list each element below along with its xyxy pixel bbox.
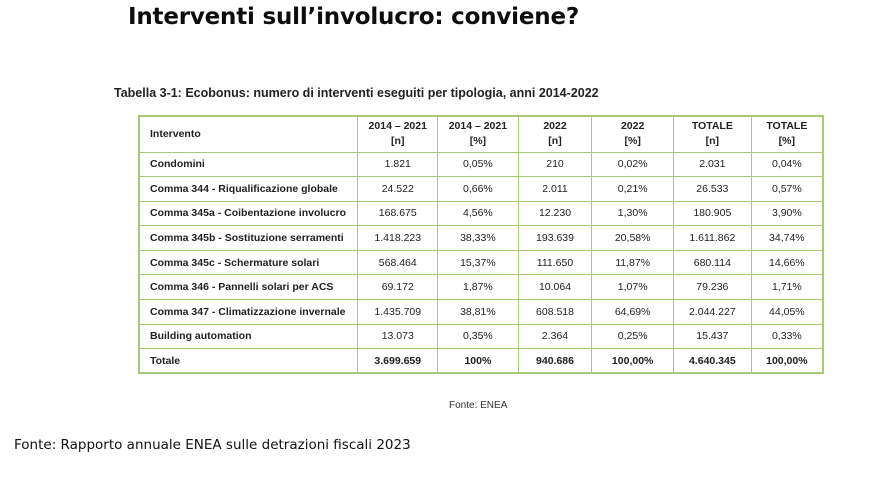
cell-2022-pct: 1,30% [592,201,674,226]
table-row [139,177,823,202]
header-line2: [%] [469,135,487,148]
cell-2014-2021-n: 13.073 [358,324,438,349]
cell-2014-2021-n: 168.675 [358,201,438,226]
total-label: Totale [139,349,358,374]
cell-totale-pct: 0,57% [751,177,823,202]
cell-2014-2021-pct: 0,05% [438,152,519,177]
header-line2: [n] [705,135,720,148]
table-header-row [139,116,823,152]
cell-2014-2021-n: 1.418.223 [358,226,438,251]
header-line1: 2014 – 2021 [368,120,427,133]
total-2014-2021-n: 3.699.659 [358,349,438,374]
table-caption: Tabella 3-1: Ecobonus: numero di interventi eseguiti per tipologia, anni 2014-2022 [114,86,599,100]
table-row [139,226,823,251]
cell-2014-2021-pct: 15,37% [438,250,519,275]
header-line1: 2022 [543,120,567,133]
header-2022-n [518,116,592,152]
cell-2022-n: 608.518 [518,300,592,325]
row-label: Building automation [139,324,358,349]
header-2014-2021-n [358,116,438,152]
cell-totale-n: 26.533 [673,177,751,202]
cell-2014-2021-pct: 0,35% [438,324,519,349]
header-line2: [%] [624,135,641,148]
row-label: Comma 345b - Sostituzione serramenti [139,226,358,251]
header-line2: [%] [778,135,796,148]
row-label: Comma 347 - Climatizzazione invernale [139,300,358,325]
total-2022-n: 940.686 [518,349,592,374]
header-totale-pct [751,116,823,152]
cell-totale-n: 79.236 [673,275,751,300]
cell-2014-2021-n: 568.464 [358,250,438,275]
cell-totale-n: 1.611.862 [673,226,751,251]
cell-2022-n: 2.011 [518,177,592,202]
slide-title: Interventi sull’involucro: conviene? [128,4,579,30]
header-line1: TOTALE [766,120,808,133]
cell-2014-2021-n: 24.522 [358,177,438,202]
table-row [139,324,823,349]
cell-totale-pct: 14,66% [751,250,823,275]
table-row [139,201,823,226]
cell-2022-pct: 0,21% [592,177,674,202]
header-line1: 2014 – 2021 [448,120,508,133]
table-source-note: Fonte: ENEA [449,400,508,411]
ecobonus-table [138,115,824,374]
cell-totale-n: 2.044.227 [673,300,751,325]
total-2014-2021-pct: 100% [438,349,519,374]
cell-2022-pct: 11,87% [592,250,674,275]
cell-2014-2021-pct: 38,81% [438,300,519,325]
cell-2022-pct: 20,58% [592,226,674,251]
cell-2014-2021-pct: 0,66% [438,177,519,202]
cell-2014-2021-n: 1.435.709 [358,300,438,325]
cell-totale-n: 15.437 [673,324,751,349]
header-line2: [n] [548,135,562,148]
total-totale-pct: 100,00% [751,349,823,374]
cell-2022-n: 10.064 [518,275,592,300]
cell-totale-pct: 0,33% [751,324,823,349]
cell-totale-pct: 3,90% [751,201,823,226]
row-label: Comma 346 - Pannelli solari per ACS [139,275,358,300]
row-label: Comma 345c - Schermature solari [139,250,358,275]
row-label: Comma 345a - Coibentazione involucro [139,201,358,226]
cell-2014-2021-pct: 38,33% [438,226,519,251]
cell-totale-pct: 44,05% [751,300,823,325]
cell-2014-2021-n: 69.172 [358,275,438,300]
cell-2022-pct: 64,69% [592,300,674,325]
cell-2022-n: 2.364 [518,324,592,349]
cell-totale-pct: 34,74% [751,226,823,251]
table-row [139,152,823,177]
header-intervento [139,116,358,152]
header-line1: 2022 [620,120,645,133]
table-row [139,275,823,300]
data-table-container [138,115,824,374]
cell-2022-n: 111.650 [518,250,592,275]
header-line2: [n] [391,135,405,148]
cell-2022-pct: 1,07% [592,275,674,300]
cell-totale-n: 680.114 [673,250,751,275]
header-totale-n [673,116,751,152]
footer-source: Fonte: Rapporto annuale ENEA sulle detrazioni fiscali 2023 [14,437,411,453]
table-row [139,300,823,325]
row-label: Comma 344 - Riqualificazione globale [139,177,358,202]
row-label: Condomini [139,152,358,177]
cell-2014-2021-pct: 1,87% [438,275,519,300]
cell-2014-2021-pct: 4,56% [438,201,519,226]
cell-totale-pct: 1,71% [751,275,823,300]
cell-totale-pct: 0,04% [751,152,823,177]
cell-2022-n: 193.639 [518,226,592,251]
cell-totale-n: 2.031 [673,152,751,177]
cell-2014-2021-n: 1.821 [358,152,438,177]
table-total-row [139,349,823,374]
table-row [139,250,823,275]
header-line1: TOTALE [691,120,733,133]
cell-2022-pct: 0,02% [592,152,674,177]
header-line1: Intervento [150,127,201,140]
header-2022-pct [592,116,674,152]
cell-2022-pct: 0,25% [592,324,674,349]
header-2014-2021-pct [438,116,519,152]
total-totale-n: 4.640.345 [673,349,751,374]
cell-2022-n: 12.230 [518,201,592,226]
cell-totale-n: 180.905 [673,201,751,226]
total-2022-pct: 100,00% [592,349,674,374]
cell-2022-n: 210 [518,152,592,177]
